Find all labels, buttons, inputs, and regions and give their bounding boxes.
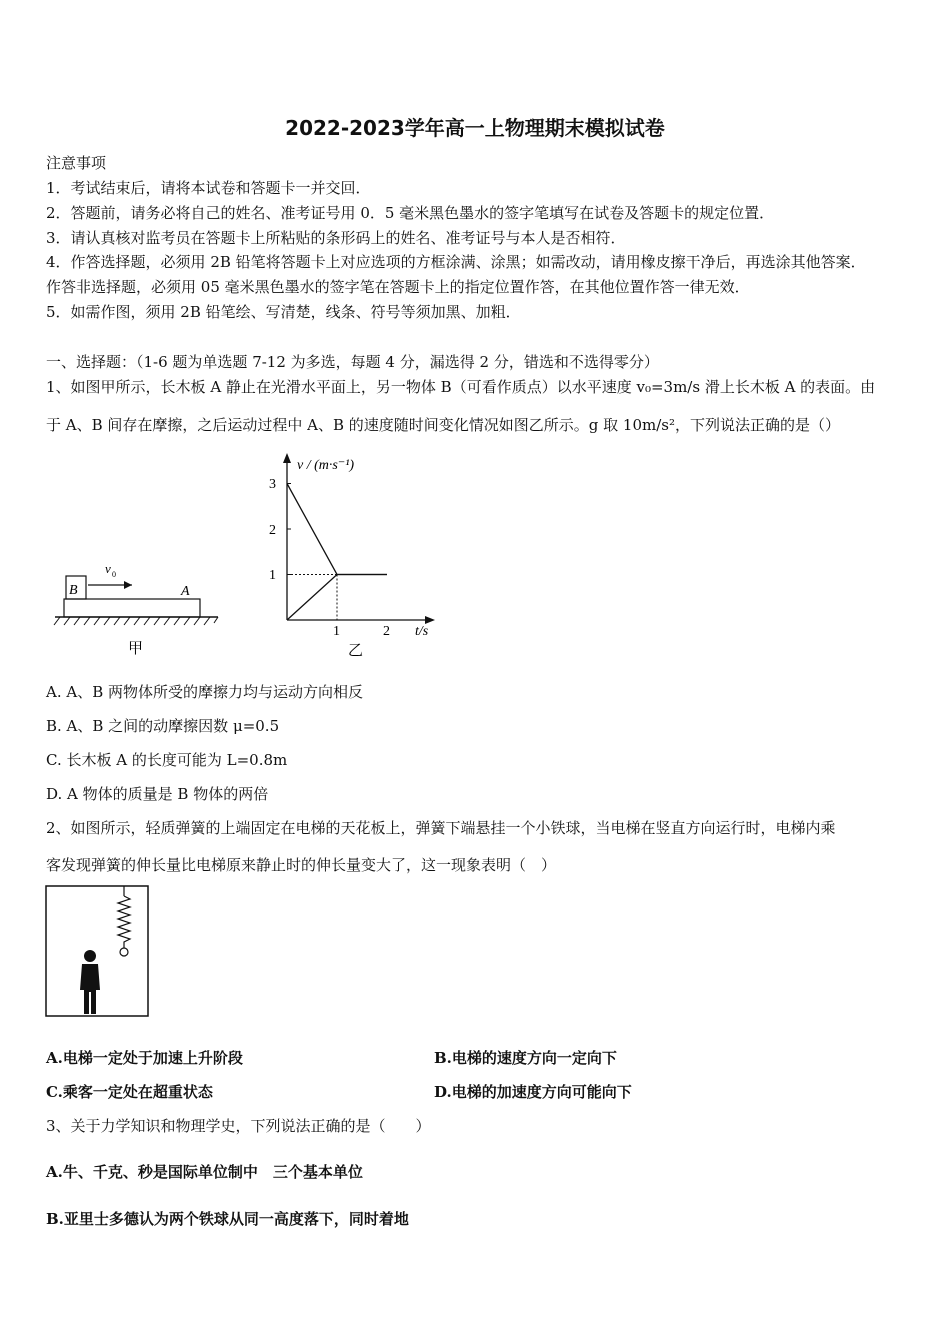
y-axis-arrow-icon bbox=[283, 453, 291, 463]
q2-option-c[interactable]: C.乘客一定处在超重状态 bbox=[46, 1083, 213, 1101]
q2-option-a[interactable]: A.电梯一定处于加速上升阶段 bbox=[46, 1049, 243, 1067]
q1-figure-jia bbox=[50, 555, 225, 665]
elevator-box bbox=[46, 886, 148, 1016]
notice-item-4: 4．作答选择题，必须用 2B 铅笔将答题卡上对应选项的方框涂满、涂黑；如需改动，请用橡皮擦干净后，再选涂其他答案． bbox=[46, 253, 866, 271]
velocity-arrow-icon bbox=[124, 581, 132, 589]
iron-ball-icon bbox=[120, 948, 128, 956]
q1-option-d[interactable]: D. A 物体的质量是 B 物体的两倍 bbox=[46, 785, 269, 803]
q2-elevator-figure bbox=[44, 884, 152, 1020]
y-tick-2: 2 bbox=[269, 523, 276, 538]
caption-jia: 甲 bbox=[128, 641, 144, 657]
q1-stem-line-2: 于 A、B 间存在摩擦，之后运动过程中 A、B 的速度随时间变化情况如图乙所示。g 取 10m/s²，下列说法正确的是（） bbox=[46, 416, 841, 434]
q1-stem-line-1: 1、如图甲所示，长木板 A 静止在光滑水平面上，另一物体 B（可看作质点）以水平速度 v₀=3m/s 滑上长木板 A 的表面。由 bbox=[46, 378, 876, 396]
board-a-label: A bbox=[181, 584, 190, 599]
y-tick-3: 3 bbox=[269, 477, 276, 492]
x-tick-2: 2 bbox=[383, 624, 390, 639]
q3-option-b[interactable]: B.亚里士多德认为两个铁球从同一高度落下，同时着地 bbox=[46, 1210, 409, 1228]
series-line-2 bbox=[287, 575, 387, 621]
notice-heading: 注意事项 bbox=[46, 154, 107, 172]
caption-yi: 乙 bbox=[348, 643, 364, 659]
x-axis-arrow-icon bbox=[425, 616, 435, 624]
y-tick-1: 1 bbox=[269, 568, 276, 583]
x-tick-1: 1 bbox=[333, 624, 340, 639]
notice-item-1: 1．考试结束后，请将本试卷和答题卡一并交回． bbox=[46, 179, 371, 197]
notice-item-4-cont: 作答非选择题，必须用 05 毫米黑色墨水的签字笔在答题卡上的指定位置作答，在其他位置作答一律无效． bbox=[46, 278, 750, 296]
notice-item-2: 2．答题前，请务必将自己的姓名、准考证号用 0．5 毫米黑色墨水的签字笔填写在试卷及答题卡的规定位置． bbox=[46, 204, 775, 222]
x-axis-label: t/s bbox=[415, 624, 429, 639]
q2-option-b[interactable]: B.电梯的速度方向一定向下 bbox=[434, 1049, 617, 1067]
y-axis-label: v / (m·s⁻¹) bbox=[297, 458, 355, 473]
q3-option-a[interactable]: A.牛、千克、秒是国际单位制中 三个基本单位 bbox=[46, 1163, 363, 1181]
q1-option-b[interactable]: B. A、B 之间的动摩擦因数 μ=0.5 bbox=[46, 717, 280, 735]
velocity-label: v bbox=[105, 561, 111, 576]
section-heading: 一、选择题：（1-6 题为单选题 7-12 为多选，每题 4 分，漏选得 2 分，错选和不选得零分） bbox=[46, 353, 659, 371]
velocity-subscript: 0 bbox=[112, 570, 116, 579]
q2-stem-line-2: 客发现弹簧的伸长量比电梯原来静止时的伸长量变大了，这一现象表明（ ） bbox=[46, 856, 557, 874]
page-title: 2022-2023学年高一上物理期末模拟试卷 bbox=[285, 116, 665, 140]
series-line-1 bbox=[287, 484, 387, 575]
q1-option-c[interactable]: C. 长木板 A 的长度可能为 L=0.8m bbox=[46, 751, 288, 769]
q1-vt-chart bbox=[255, 445, 455, 660]
board-a bbox=[64, 599, 200, 617]
q2-option-d[interactable]: D.电梯的加速度方向可能向下 bbox=[434, 1083, 632, 1101]
notice-item-5: 5．如需作图，须用 2B 铅笔绘、写清楚，线条、符号等须加黑、加粗． bbox=[46, 303, 521, 321]
q2-stem-line-1: 2、如图所示，轻质弹簧的上端固定在电梯的天花板上，弹簧下端悬挂一个小铁球，当电梯在竖直方向运行时，电梯内乘 bbox=[46, 819, 836, 837]
q3-stem: 3、关于力学知识和物理学史，下列说法正确的是（ ） bbox=[46, 1117, 431, 1135]
block-b-label: B bbox=[69, 583, 78, 598]
notice-item-3: 3．请认真核对监考员在答题卡上所粘贴的条形码上的姓名、准考证号与本人是否相符． bbox=[46, 229, 626, 247]
q1-option-a[interactable]: A. A、B 两物体所受的摩擦力均与运动方向相反 bbox=[46, 683, 363, 701]
